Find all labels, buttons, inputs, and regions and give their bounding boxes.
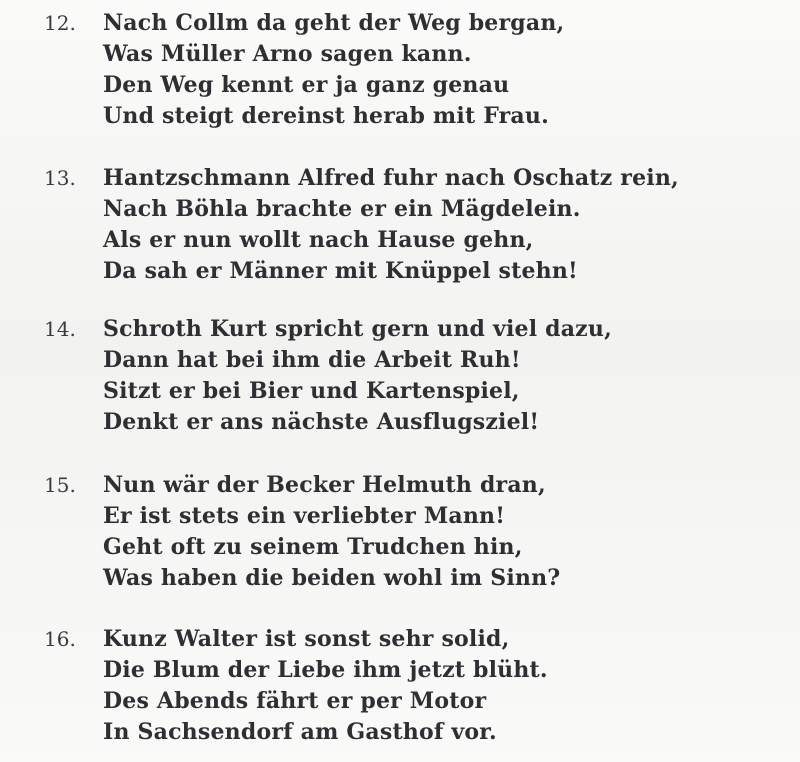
verse-line: Hantzschmann Alfred fuhr nach Oschatz rein, bbox=[103, 165, 679, 191]
verse-line: Sitzt er bei Bier und Kartenspiel, bbox=[103, 378, 520, 404]
stanza-number: 12. bbox=[44, 11, 76, 35]
stanza-number: 16. bbox=[44, 627, 76, 651]
verse-line: Nach Böhla brachte er ein Mägdelein. bbox=[103, 196, 581, 222]
verse-line: In Sachsendorf am Gasthof vor. bbox=[103, 719, 497, 745]
verse-line: Nach Collm da geht der Weg bergan, bbox=[103, 10, 565, 36]
verse-line: Des Abends fährt er per Motor bbox=[103, 688, 487, 714]
verse-line: Kunz Walter ist sonst sehr solid, bbox=[103, 626, 510, 652]
verse-line: Die Blum der Liebe ihm jetzt blüht. bbox=[103, 657, 548, 683]
verse-line: Was haben die beiden wohl im Sinn? bbox=[103, 565, 561, 591]
verse-line: Was Müller Arno sagen kann. bbox=[103, 41, 472, 67]
stanza-number: 13. bbox=[44, 166, 76, 190]
verse-line: Den Weg kennt er ja ganz genau bbox=[103, 72, 510, 98]
verse-line: Als er nun wollt nach Hause gehn, bbox=[103, 227, 534, 253]
verse-line: Denkt er ans nächste Ausflugsziel! bbox=[103, 409, 540, 435]
verse-line: Dann hat bei ihm die Arbeit Ruh! bbox=[103, 347, 521, 373]
verse-line: Schroth Kurt spricht gern und viel dazu, bbox=[103, 316, 612, 342]
stanza-number: 14. bbox=[44, 317, 76, 341]
verse-line: Nun wär der Becker Helmuth dran, bbox=[103, 472, 546, 498]
stanza-number: 15. bbox=[44, 473, 76, 497]
verse-line: Da sah er Männer mit Knüppel stehn! bbox=[103, 258, 578, 284]
verse-line: Er ist stets ein verliebter Mann! bbox=[103, 503, 506, 529]
verse-line: Und steigt dereinst herab mit Frau. bbox=[103, 103, 549, 129]
verse-line: Geht oft zu seinem Trudchen hin, bbox=[103, 534, 523, 560]
